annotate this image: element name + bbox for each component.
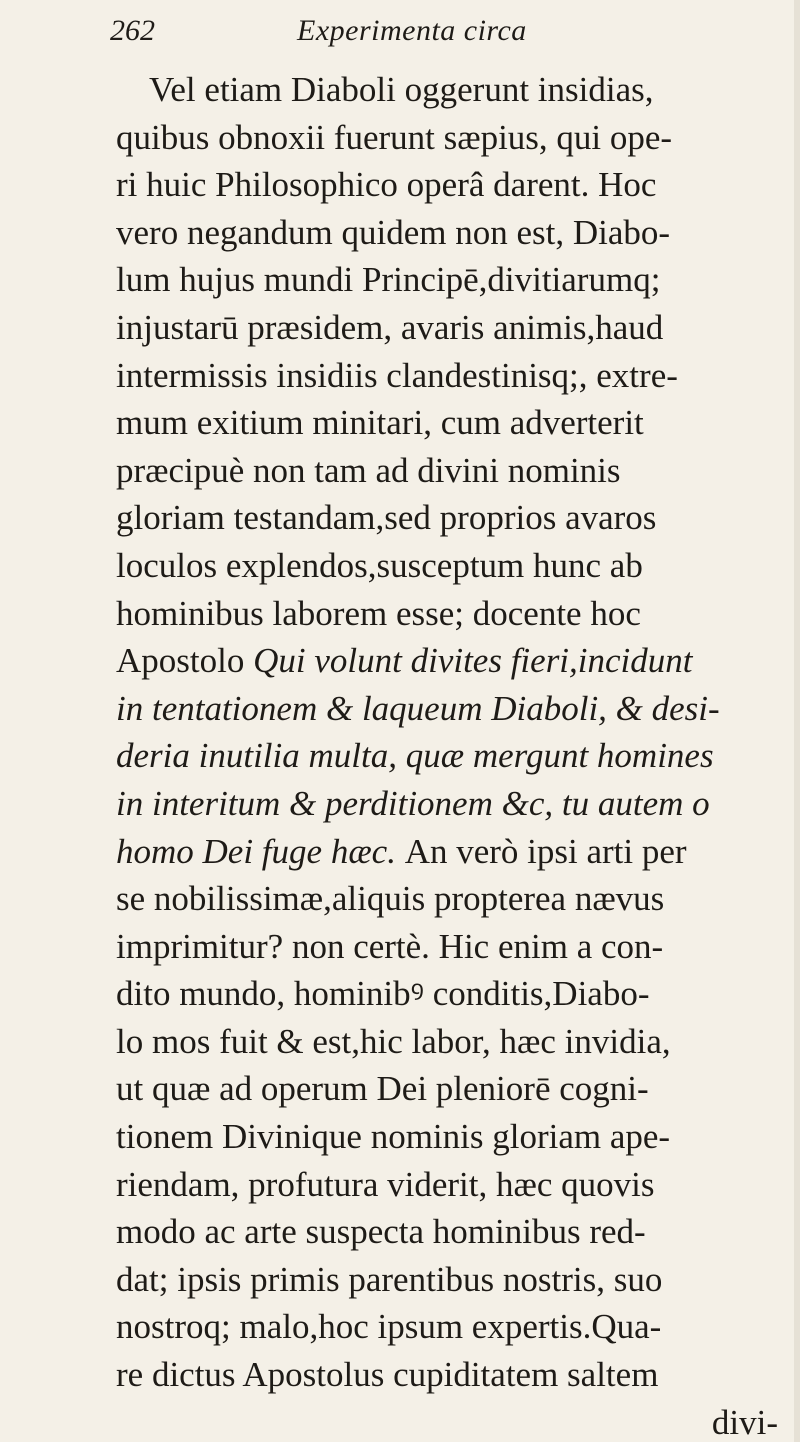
- line-text: divi-: [711, 1402, 778, 1442]
- line-text: hominibus laborem esse; docente hoc: [116, 593, 641, 633]
- text-line: [116, 494, 796, 542]
- page-number: 262: [110, 14, 155, 47]
- text-line: [116, 780, 796, 828]
- text-line: [116, 1303, 796, 1351]
- text-line: [116, 304, 796, 352]
- line-text: lo mos fuit & est,hic labor, hæc invidia,: [116, 1021, 671, 1061]
- text-line: [116, 828, 796, 876]
- page-header: [110, 14, 710, 60]
- text-line: [116, 161, 796, 209]
- italic-quote: Qui volunt divites fieri,incidunt: [253, 641, 693, 681]
- text-line: [116, 1351, 796, 1399]
- line-text: ri huic Philosophico operâ darent. Hoc: [116, 165, 657, 205]
- text-line: [116, 1018, 796, 1066]
- line-text: dito mundo, hominibꝰ conditis,Diabo-: [116, 974, 650, 1014]
- line-text: tionem Divinique nominis gloriam ape-: [116, 1117, 671, 1157]
- text-line: [116, 352, 796, 400]
- text-line: [116, 1065, 796, 1113]
- line-text: Vel etiam Diaboli oggerunt insidias,: [149, 70, 654, 109]
- line-text: ut quæ ad operum Dei pleniorē cogni-: [116, 1069, 649, 1109]
- line-text: imprimitur? non certè. Hic enim a con-: [116, 926, 664, 966]
- italic-quote: in interitum & perditionem &c, tu autem o: [116, 783, 710, 823]
- text-line: [116, 447, 796, 495]
- text-line: [116, 1113, 796, 1161]
- text-line: [116, 542, 796, 590]
- text-line: [116, 66, 796, 114]
- line-text: dat; ipsis primis parentibus nostris, suo: [116, 1259, 663, 1299]
- line-text: loculos explendos,susceptum hunc ab: [116, 545, 643, 585]
- text-line: [116, 399, 796, 447]
- line-text: riendam, profutura viderit, hæc quovis: [116, 1164, 655, 1204]
- text-line: [116, 256, 796, 304]
- line-text: vero negandum quidem non est, Diabo-: [116, 212, 671, 252]
- text-line: [116, 637, 796, 685]
- page-edge: [794, 0, 800, 1442]
- text-line: [116, 970, 796, 1018]
- text-line: [116, 875, 796, 923]
- text-line: [116, 732, 796, 780]
- text-line: [116, 1256, 796, 1304]
- line-text: re dictus Apostolus cupiditatem saltem: [116, 1355, 659, 1395]
- text-line: [116, 590, 796, 638]
- line-text: gloriam testandam,sed proprios avaros: [116, 498, 657, 538]
- line-text: mum exitium minitari, cum adverterit: [116, 403, 644, 443]
- text-line: [116, 1208, 796, 1256]
- body-text: [116, 66, 796, 1442]
- line-text: præcipuè non tam ad divini nominis: [116, 450, 621, 490]
- text-line: [116, 114, 796, 162]
- text-line: [116, 209, 796, 257]
- roman-text: Apostolo: [116, 641, 254, 681]
- line-text: modo ac arte suspecta hominibus red-: [116, 1212, 646, 1252]
- line-text: quibus obnoxii fuerunt sæpius, qui ope-: [116, 117, 673, 157]
- italic-quote: homo Dei fuge hæc.: [116, 831, 405, 871]
- running-title: Experimenta circa: [297, 14, 527, 47]
- text-line: [116, 923, 796, 971]
- text-line: [116, 1399, 796, 1442]
- line-text: se nobilissimæ,aliquis propterea nævus: [116, 879, 665, 919]
- text-line: [116, 1161, 796, 1209]
- line-text: intermissis insidiis clandestinisq;, extre-: [116, 355, 678, 395]
- line-text: injustarū præsidem, avaris animis,haud: [116, 307, 664, 347]
- line-text: lum hujus mundi Principē,divitiarumq;: [116, 260, 661, 300]
- line-text: nostroq; malo,hoc ipsum expertis.Qua-: [116, 1307, 662, 1347]
- text-line: [116, 685, 796, 733]
- italic-quote: in tentationem & laqueum Diaboli, & desi-: [116, 688, 720, 728]
- italic-quote: deria inutilia multa, quæ mergunt homines: [116, 736, 714, 776]
- roman-text: An verò ipsi arti per: [404, 831, 687, 871]
